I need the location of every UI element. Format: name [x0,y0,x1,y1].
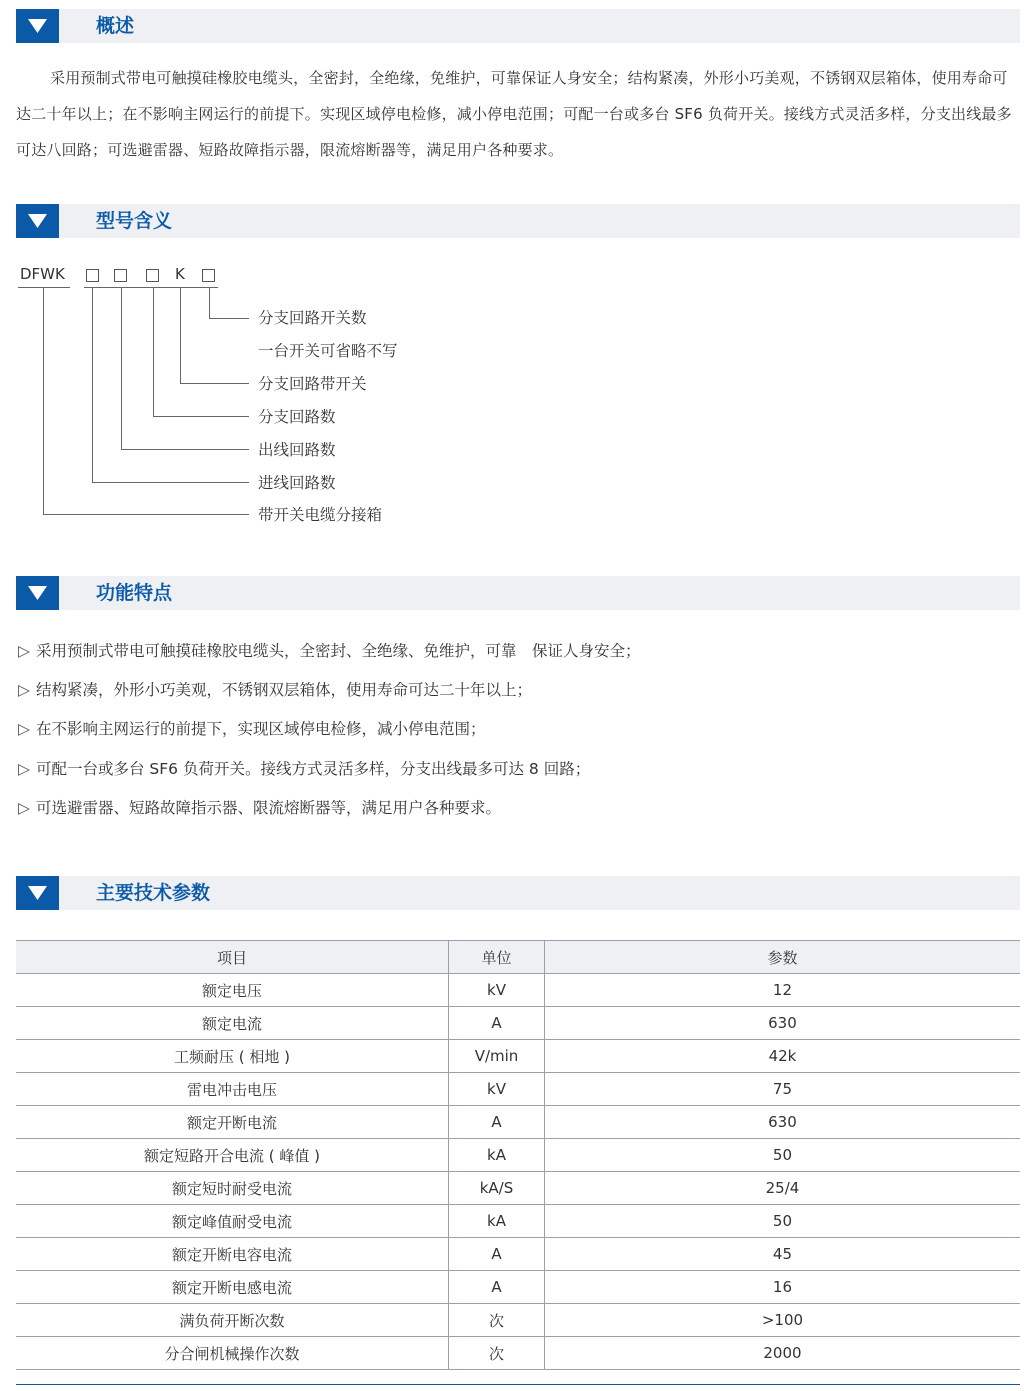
model-prefix: DFWK [20,265,65,283]
spec-unit-cell: A [449,1238,545,1271]
code-slot-2 [114,269,127,282]
play-outline-icon: ▷ [18,760,30,778]
spec-unit-cell: A [449,1106,545,1139]
table-row [16,1172,1020,1205]
column-header-unit: 单位 [449,941,545,974]
tree-connector [43,288,44,514]
spec-value-cell: 12 [544,974,1020,1007]
table-row [16,1139,1020,1172]
spec-item-cell: 额定电压 [16,974,449,1007]
code-meaning-label: 分支回路带开关 [258,375,367,393]
feature-text: 结构紧凑，外形小巧美观，不锈钢双层箱体，使用寿命可达二十年以上； [36,681,533,699]
tree-connector [180,383,249,384]
spec-item-cell: 额定开断电容电流 [16,1238,449,1271]
section-header-features [16,576,1020,610]
triangle-down-icon [28,586,47,600]
table-row [16,1337,1020,1370]
spec-unit-cell: kV [449,1073,545,1106]
tree-connector [92,482,249,483]
spec-item-cell: 满负荷开断次数 [16,1304,449,1337]
spec-item-cell: 工频耐压 ( 相地 ) [16,1040,449,1073]
spec-value-cell: 630 [544,1007,1020,1040]
spec-unit-cell: kV [449,974,545,1007]
section-header-model [16,204,1020,238]
spec-unit-cell: kA/S [449,1172,545,1205]
play-outline-icon: ▷ [18,799,30,817]
feature-text: 采用预制式带电可触摸硅橡胶电缆头，全密封、全绝缘、免维护，可靠 保证人身安全； [36,642,641,660]
play-outline-icon: ▷ [18,642,30,660]
column-header-item: 项目 [16,941,449,974]
code-meaning-label: 带开关电缆分接箱 [258,506,383,524]
spec-value-cell: 45 [544,1238,1020,1271]
feature-item [18,718,486,740]
table-row [16,1040,1020,1073]
tree-connector [153,288,154,416]
spec-item-cell: 额定开断电流 [16,1106,449,1139]
spec-unit-cell: kA [449,1205,545,1238]
code-meaning-label: 分支回路开关数 [258,309,367,327]
section-title: 主要技术参数 [96,882,211,904]
tree-connector [180,288,181,383]
spec-item-cell: 额定短时耐受电流 [16,1172,449,1205]
spec-value-cell: 16 [544,1271,1020,1304]
spec-unit-cell: A [449,1007,545,1040]
spec-item-cell: 雷电冲击电压 [16,1073,449,1106]
spec-unit-cell: A [449,1271,545,1304]
code-underline [84,287,218,288]
table-row [16,1073,1020,1106]
tree-connector [121,449,249,450]
table-row [16,1205,1020,1238]
code-meaning-label: 出线回路数 [258,441,336,459]
triangle-down-icon [28,886,47,900]
spec-unit-cell: 次 [449,1337,545,1370]
tree-connector [121,288,122,449]
spec-value-cell: 50 [544,1205,1020,1238]
section-marker [16,204,59,238]
tree-connector [92,288,93,482]
code-slot-3 [146,269,159,282]
spec-value-cell: 75 [544,1073,1020,1106]
section-header-specs [16,876,1020,910]
table-row [16,1304,1020,1337]
tree-connector [209,288,210,318]
section-marker [16,9,59,43]
section-header-overview [16,9,1020,43]
feature-text: 可配一台或多台 SF6 负荷开关。接线方式灵活多样，分支出线最多可达 8 回路； [36,760,591,778]
table-row [16,1238,1020,1271]
spec-value-cell: 2000 [544,1337,1020,1370]
tree-connector [43,514,249,515]
triangle-down-icon [28,19,47,33]
spec-unit-cell: V/min [449,1040,545,1073]
spec-value-cell: 25/4 [544,1172,1020,1205]
section-title: 型号含义 [96,210,173,232]
table-header-row [16,941,1020,974]
play-outline-icon: ▷ [18,681,30,699]
prefix-underline [18,287,70,288]
code-letter: K [175,265,185,283]
feature-item [18,640,641,662]
table-row [16,1271,1020,1304]
code-slot-5 [202,269,215,282]
spec-value-cell: >100 [544,1304,1020,1337]
spec-item-cell: 额定短路开合电流 ( 峰值 ) [16,1139,449,1172]
spec-item-cell: 额定开断电感电流 [16,1271,449,1304]
feature-text: 在不影响主网运行的前提下，实现区域停电检修，减小停电范围； [36,720,486,738]
code-meaning-label: 一台开关可省略不写 [258,342,398,360]
bottom-divider [16,1384,1020,1385]
triangle-down-icon [28,214,47,228]
spec-unit-cell: kA [449,1139,545,1172]
code-slot-1 [86,269,99,282]
spec-table-body [16,974,1020,1370]
spec-value-cell: 630 [544,1106,1020,1139]
spec-item-cell: 额定电流 [16,1007,449,1040]
tree-connector [209,318,249,319]
section-title: 功能特点 [96,582,173,604]
feature-item [18,758,590,780]
overview-paragraph: 采用预制式带电可触摸硅橡胶电缆头，全密封，全绝缘，免维护，可靠保证人身安全；结构紧凑，外形小巧美观，不锈钢双层箱体，使用寿命可达二十年以上；在不影响主网运行的前提下。实现区域停电检修，减小停电范围；可配一台或多台 SF6 负荷开关。接线方式灵活多样，分支出线最多可达八回路；可选避雷器、短路故障指示器，限流熔断器等，满足用户各种要求。 [16,69,1012,159]
table-row [16,1007,1020,1040]
spec-value-cell: 42k [544,1040,1020,1073]
code-meaning-label: 进线回路数 [258,474,336,492]
feature-text: 可选避雷器、短路故障指示器、限流熔断器等，满足用户各种要求。 [36,799,502,817]
column-header-value: 参数 [544,941,1020,974]
feature-item [18,797,501,819]
tree-connector [153,416,249,417]
section-title: 概述 [96,15,135,37]
section-marker [16,576,59,610]
spec-table [16,940,1020,1370]
section-marker [16,876,59,910]
table-row [16,1106,1020,1139]
spec-unit-cell: 次 [449,1304,545,1337]
spec-item-cell: 额定峰值耐受电流 [16,1205,449,1238]
play-outline-icon: ▷ [18,720,30,738]
spec-item-cell: 分合闸机械操作次数 [16,1337,449,1370]
feature-item [18,679,532,701]
spec-value-cell: 50 [544,1139,1020,1172]
code-meaning-label: 分支回路数 [258,408,336,426]
table-row [16,974,1020,1007]
